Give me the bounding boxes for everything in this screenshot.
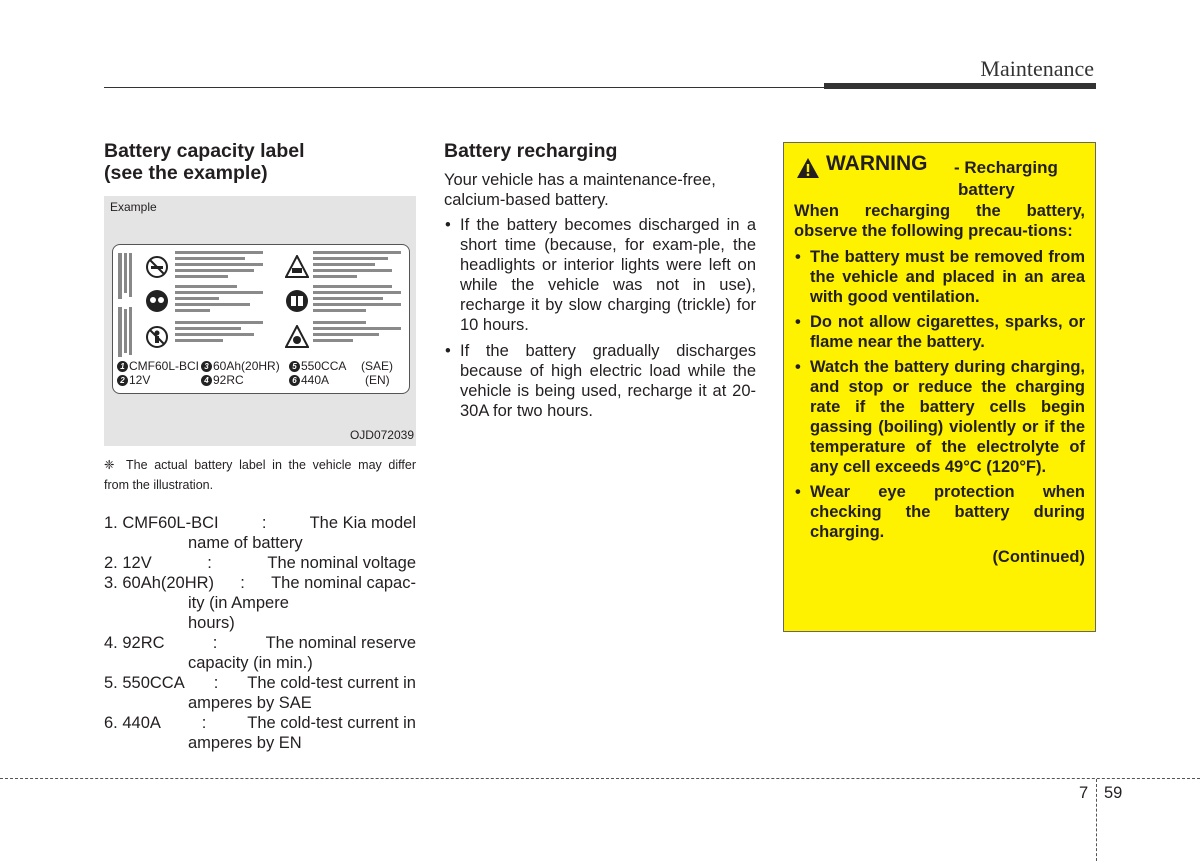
- label-fine-print: [175, 251, 263, 281]
- definition-separator: :: [261, 514, 267, 532]
- definition-text: The nominal voltage: [267, 554, 416, 572]
- note-text: The actual battery label in the vehicle may differ from the illustration.: [104, 458, 416, 492]
- recharging-list: [444, 215, 756, 421]
- corrosive-warning-icon: [285, 255, 309, 279]
- definition-text: The cold-test current in: [247, 714, 416, 732]
- illustration-note: [104, 455, 416, 495]
- footer-rule: [0, 778, 1200, 779]
- read-manual-icon: [285, 289, 309, 313]
- battery-label-figure: [104, 196, 416, 446]
- definition-text-cont: ity (in Ampere: [188, 594, 289, 612]
- definition-item: [104, 513, 416, 553]
- warning-triangle-icon: [796, 157, 820, 179]
- explosive-warning-icon: [285, 325, 309, 349]
- definition-text: The nominal capac-: [271, 574, 416, 592]
- definition-text-cont: name of battery: [188, 534, 303, 552]
- definition-term: 5. 550CCA: [104, 674, 185, 692]
- figure-code: OJD072039: [349, 428, 414, 442]
- definition-text-cont: capacity (in min.): [188, 654, 313, 672]
- list-item: • If the battery becomes discharged in a short time (because, for exam-ple, the headlights or interior lights were left on while the vehicle was not in use), recharge it by slow charging (trickle) for 10 hours.: [444, 215, 756, 335]
- label-side-text: [115, 251, 137, 363]
- definition-item: [104, 553, 416, 573]
- warning-subtitle-cont: battery: [958, 180, 1015, 199]
- warning-subtitle: - Recharging: [954, 158, 1058, 177]
- label-definitions: [104, 513, 416, 753]
- eye-protection-icon: [145, 289, 169, 313]
- list-item: • Do not allow cigarettes, sparks, or flame near the battery.: [794, 312, 1085, 352]
- warning-header: [794, 152, 1085, 201]
- label-fine-print: [313, 285, 401, 315]
- chapter-number: 7: [1079, 784, 1089, 802]
- label-fine-print: [175, 285, 263, 315]
- definition-term: 3. 60Ah(20HR): [104, 574, 215, 592]
- definition-text: The nominal reserve: [265, 634, 416, 652]
- list-item: • If the battery gradually discharges because of high electric load while the vehicle is being used, recharge it at 20-30A for two hours.: [444, 341, 756, 421]
- definition-separator: :: [207, 554, 212, 572]
- definition-text-cont: hours): [188, 614, 235, 632]
- recharging-heading: Battery recharging: [444, 140, 618, 162]
- battery-label-illustration: 1 CMF60L-BCI 3 60Ah(20HR) 5 550CCA (SAE) 2 12V 4 92RC 6 440A (EN): [112, 244, 410, 394]
- keep-away-children-icon: [145, 325, 169, 349]
- definition-separator: :: [240, 574, 245, 592]
- warning-intro: When recharging the battery, observe the following precau-tions:: [794, 202, 1085, 240]
- page-section-title: Maintenance: [980, 56, 1094, 81]
- definition-separator: :: [212, 634, 218, 652]
- list-item: • Watch the battery during charging, and stop or reduce the charging rate if the battery cells begin gassing (boiling) violently or if the temperature of the electrolyte of any cell exceeds 49°C (120°F).: [794, 357, 1085, 477]
- label-fine-print: [313, 321, 401, 345]
- recharging-intro: Your vehicle has a maintenance-free, calcium-based battery.: [444, 171, 716, 209]
- definition-item: [104, 673, 416, 713]
- left-column: [104, 140, 416, 184]
- figure-example-label: Example: [110, 200, 157, 214]
- definition-term: 6. 440A: [104, 714, 161, 732]
- no-smoking-icon: [145, 255, 169, 279]
- definition-text-cont: amperes by EN: [188, 734, 302, 752]
- battery-label-heading: [104, 140, 416, 184]
- definition-item: [104, 573, 416, 633]
- note-marker: ❈: [104, 458, 115, 472]
- page-number: 59: [1104, 784, 1123, 802]
- middle-column: [444, 140, 756, 427]
- definition-item: [104, 633, 416, 673]
- definition-text-cont: amperes by SAE: [188, 694, 312, 712]
- footer-divider: [1096, 779, 1097, 861]
- definition-text: The cold-test current in: [247, 674, 416, 692]
- list-item: • The battery must be removed from the vehicle and placed in an area with good ventilation.: [794, 247, 1085, 307]
- heading-line-2: (see the example): [104, 162, 268, 184]
- definition-term: 4. 92RC: [104, 634, 165, 652]
- continued-label: (Continued): [992, 548, 1085, 566]
- label-fine-print: [175, 321, 263, 345]
- warning-title: WARNING: [826, 152, 928, 175]
- definition-separator: :: [213, 674, 219, 692]
- definition-text: The Kia model: [309, 514, 416, 532]
- definition-separator: :: [201, 714, 207, 732]
- label-fine-print: [313, 251, 401, 281]
- definition-item: [104, 713, 416, 753]
- header-rule: [104, 87, 824, 88]
- definition-term: 2. 12V: [104, 554, 152, 572]
- heading-line-1: Battery capacity label: [104, 140, 305, 162]
- list-item: • Wear eye protection when checking the battery during charging.: [794, 482, 1085, 542]
- warning-list: [794, 247, 1085, 542]
- definition-term: 1. CMF60L-BCI: [104, 514, 219, 532]
- header-rule-accent: [824, 83, 1096, 89]
- warning-box: [783, 142, 1096, 632]
